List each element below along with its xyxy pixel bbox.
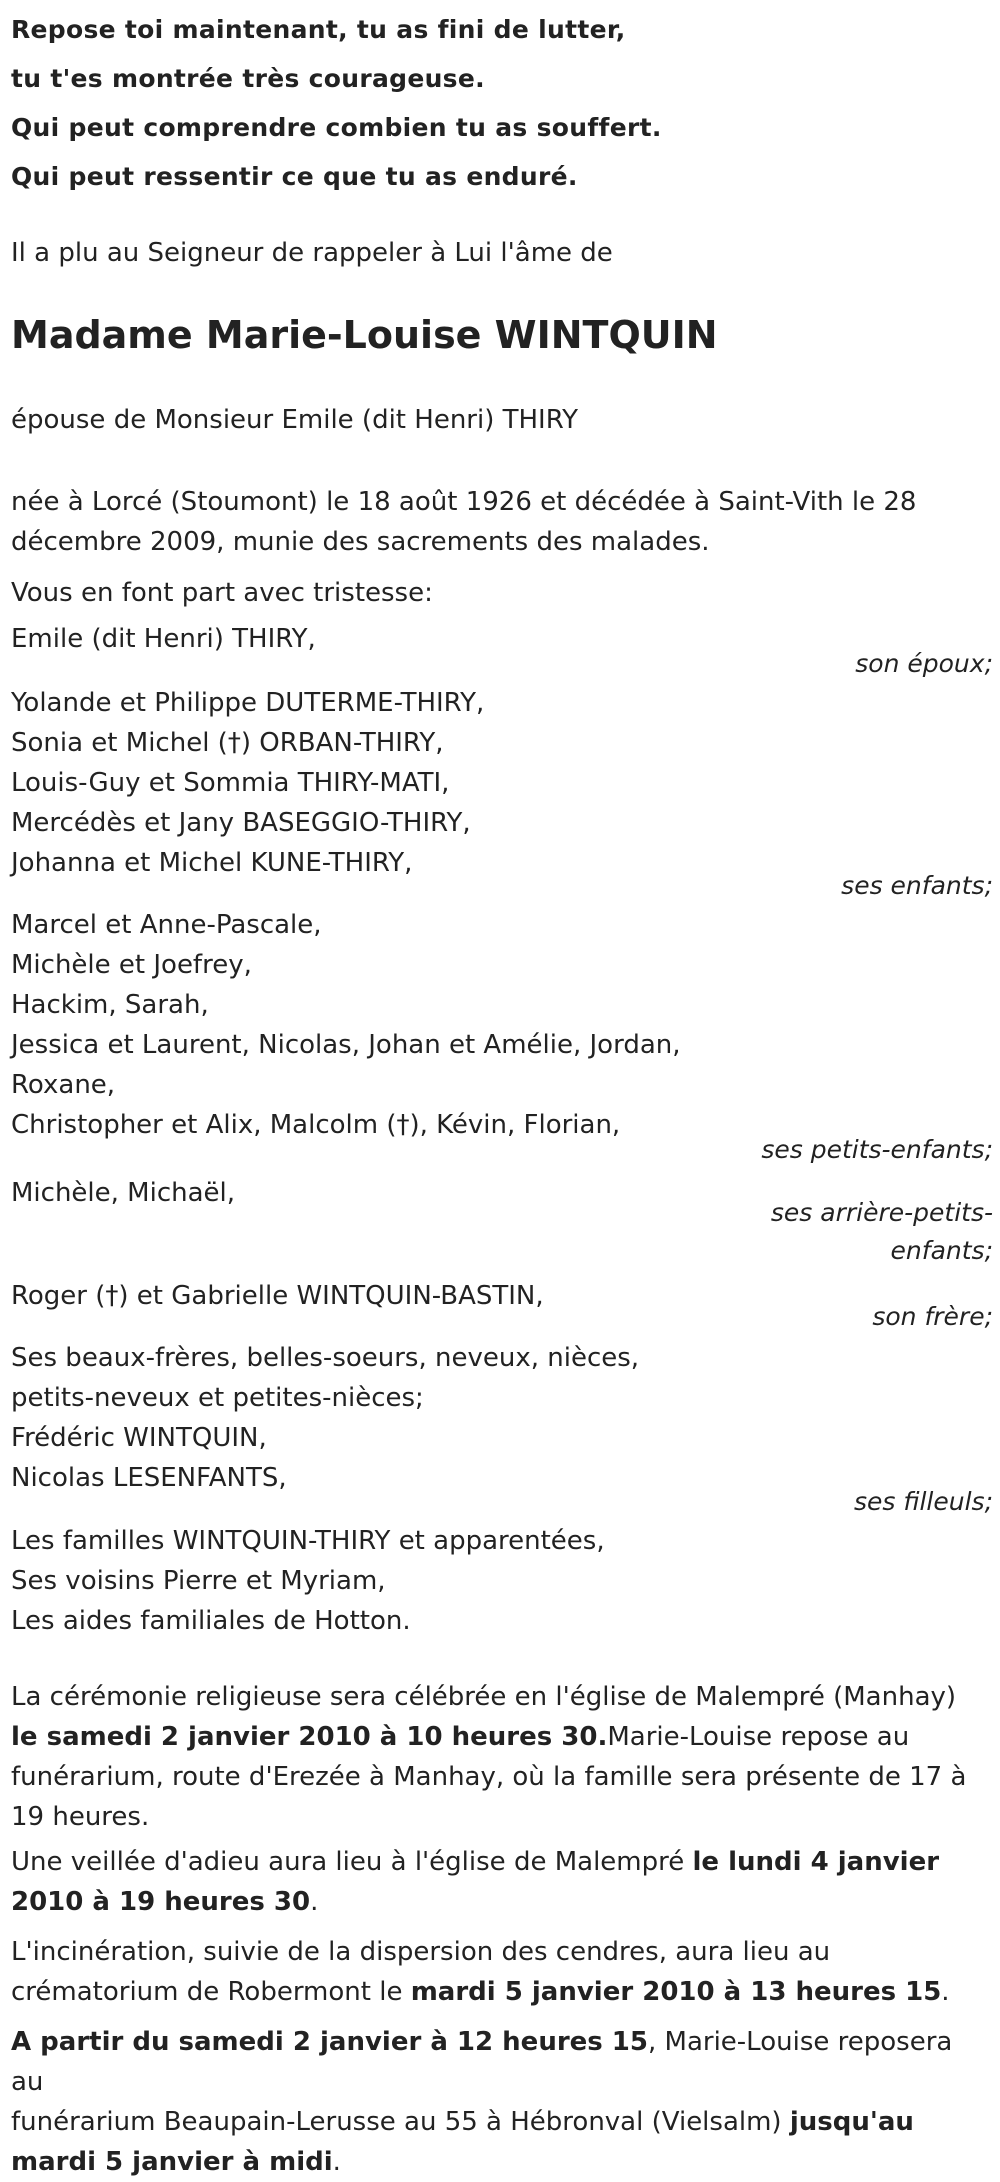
children-names — [11, 683, 991, 883]
repose-until: mardi 5 janvier à midi — [11, 2147, 333, 2177]
role-children: ses enfants; — [841, 871, 993, 900]
repose-text: . — [332, 2147, 341, 2177]
poem-line: Qui peut comprendre combien tu as souffert. — [11, 113, 662, 142]
intro-text: Il a plu au Seigneur de rappeler à Lui l'âme de — [11, 238, 613, 268]
poem — [11, 5, 991, 201]
text-line: 19 heures. — [11, 1802, 150, 1832]
repose-text: , Marie-Louise reposera au — [11, 2027, 953, 2097]
other-mourners — [11, 1521, 991, 1641]
text-line: Roxane, — [11, 1070, 116, 1100]
text-line: Michèle et Joefrey, — [11, 950, 252, 980]
text-line — [11, 1972, 991, 2012]
text-line: Sonia et Michel (†) ORBAN-THIRY, — [11, 728, 444, 758]
vigil-date: 2010 à 19 heures 30 — [11, 1887, 311, 1917]
text-line: décembre 2009, munie des sacrements des malades. — [11, 527, 710, 557]
text-line: Johanna et Michel KUNE-THIRY, — [11, 848, 413, 878]
text-line: Louis-Guy et Sommia THIRY-MATI, — [11, 768, 450, 798]
text-line: enfants; — [890, 1236, 993, 1265]
grandchildren-names — [11, 905, 991, 1145]
text-line — [11, 1842, 991, 1882]
vigil-paragraph — [11, 1842, 991, 1922]
repose-text: funérarium Beaupain-Lerusse au 55 à Hébronval (Vielsalm) — [11, 2107, 790, 2137]
text-line: petits-neveux et petites-nièces; — [11, 1383, 424, 1413]
vigil-text: Une veillée d'adieu aura lieu à l'église de Malempré — [11, 1847, 693, 1877]
text-line: La cérémonie religieuse sera célébrée en l'église de Malempré (Manhay) — [11, 1682, 957, 1712]
role-brother: son frère; — [872, 1302, 993, 1331]
text-line: Les familles WINTQUIN-THIRY et apparentées, — [11, 1526, 605, 1556]
ceremony-date: le samedi 2 janvier 2010 à 10 heures 30. — [11, 1722, 608, 1752]
text-line: Marcel et Anne-Pascale, — [11, 910, 322, 940]
vigil-date: le lundi 4 janvier — [692, 1847, 940, 1877]
cremation-text: . — [941, 1977, 950, 2007]
role-great-grandchildren — [763, 1194, 993, 1270]
cremation-date: mardi 5 janvier 2010 à 13 heures 15 — [410, 1977, 942, 2007]
text-line: Emile (dit Henri) THIRY, — [11, 624, 316, 654]
ceremony-text: Marie-Louise repose au — [607, 1722, 910, 1752]
text-line: funérarium, route d'Erezée à Manhay, où la famille sera présente de 17 à — [11, 1762, 967, 1792]
text-line — [11, 2022, 991, 2102]
repose-until: jusqu'au — [789, 2107, 914, 2137]
text-line: Les aides familiales de Hotton. — [11, 1606, 411, 1636]
ceremony-paragraph — [11, 1677, 991, 1837]
text-line: Michèle, Michaël, — [11, 1178, 236, 1208]
text-line — [11, 1882, 991, 1922]
text-line — [11, 2102, 991, 2142]
announce-text: Vous en font part avec tristesse: — [11, 578, 433, 608]
text-line: ses arrière-petits- — [770, 1198, 993, 1227]
text-line — [11, 1717, 991, 1757]
cremation-text: crématorium de Robermont le — [11, 1977, 411, 2007]
role-grandchildren: ses petits-enfants; — [761, 1135, 993, 1164]
poem-line: Repose toi maintenant, tu as fini de lutter, — [11, 15, 626, 44]
text-line: Hackim, Sarah, — [11, 990, 209, 1020]
poem-line: Qui peut ressentir ce que tu as enduré. — [11, 162, 578, 191]
cremation-paragraph — [11, 1932, 991, 2012]
text-line: Roger (†) et Gabrielle WINTQUIN-BASTIN, — [11, 1281, 544, 1311]
text-line: Mercédès et Jany BASEGGIO-THIRY, — [11, 808, 471, 838]
role-spouse: son époux; — [855, 649, 993, 678]
godchildren-names — [11, 1338, 991, 1498]
birth-death-text — [11, 482, 991, 562]
text-line: Nicolas LESENFANTS, — [11, 1463, 287, 1493]
text-line: Yolande et Philippe DUTERME-THIRY, — [11, 688, 485, 718]
text-line: Ses voisins Pierre et Myriam, — [11, 1566, 386, 1596]
text-line — [11, 2142, 991, 2182]
spouse-line: épouse de Monsieur Emile (dit Henri) THIRY — [11, 405, 578, 435]
text-line: Frédéric WINTQUIN, — [11, 1423, 267, 1453]
text-line: née à Lorcé (Stoumont) le 18 août 1926 et décédée à Saint-Vith le 28 — [11, 487, 917, 517]
text-line: L'incinération, suivie de la dispersion des cendres, aura lieu au — [11, 1937, 831, 1967]
role-godchildren: ses filleuls; — [853, 1487, 993, 1516]
text-line: Ses beaux-frères, belles-soeurs, neveux, nièces, — [11, 1343, 640, 1373]
poem-line: tu t'es montrée très courageuse. — [11, 64, 485, 93]
deceased-name: Madame Marie-Louise WINTQUIN — [11, 313, 718, 357]
vigil-text: . — [310, 1887, 319, 1917]
repose-from: A partir du samedi 2 janvier à 12 heures 15 — [11, 2027, 648, 2057]
text-line: Christopher et Alix, Malcolm (†), Kévin, Florian, — [11, 1110, 621, 1140]
text-line: Jessica et Laurent, Nicolas, Johan et Amélie, Jordan, — [11, 1030, 681, 1060]
repose-paragraph — [11, 2022, 991, 2182]
